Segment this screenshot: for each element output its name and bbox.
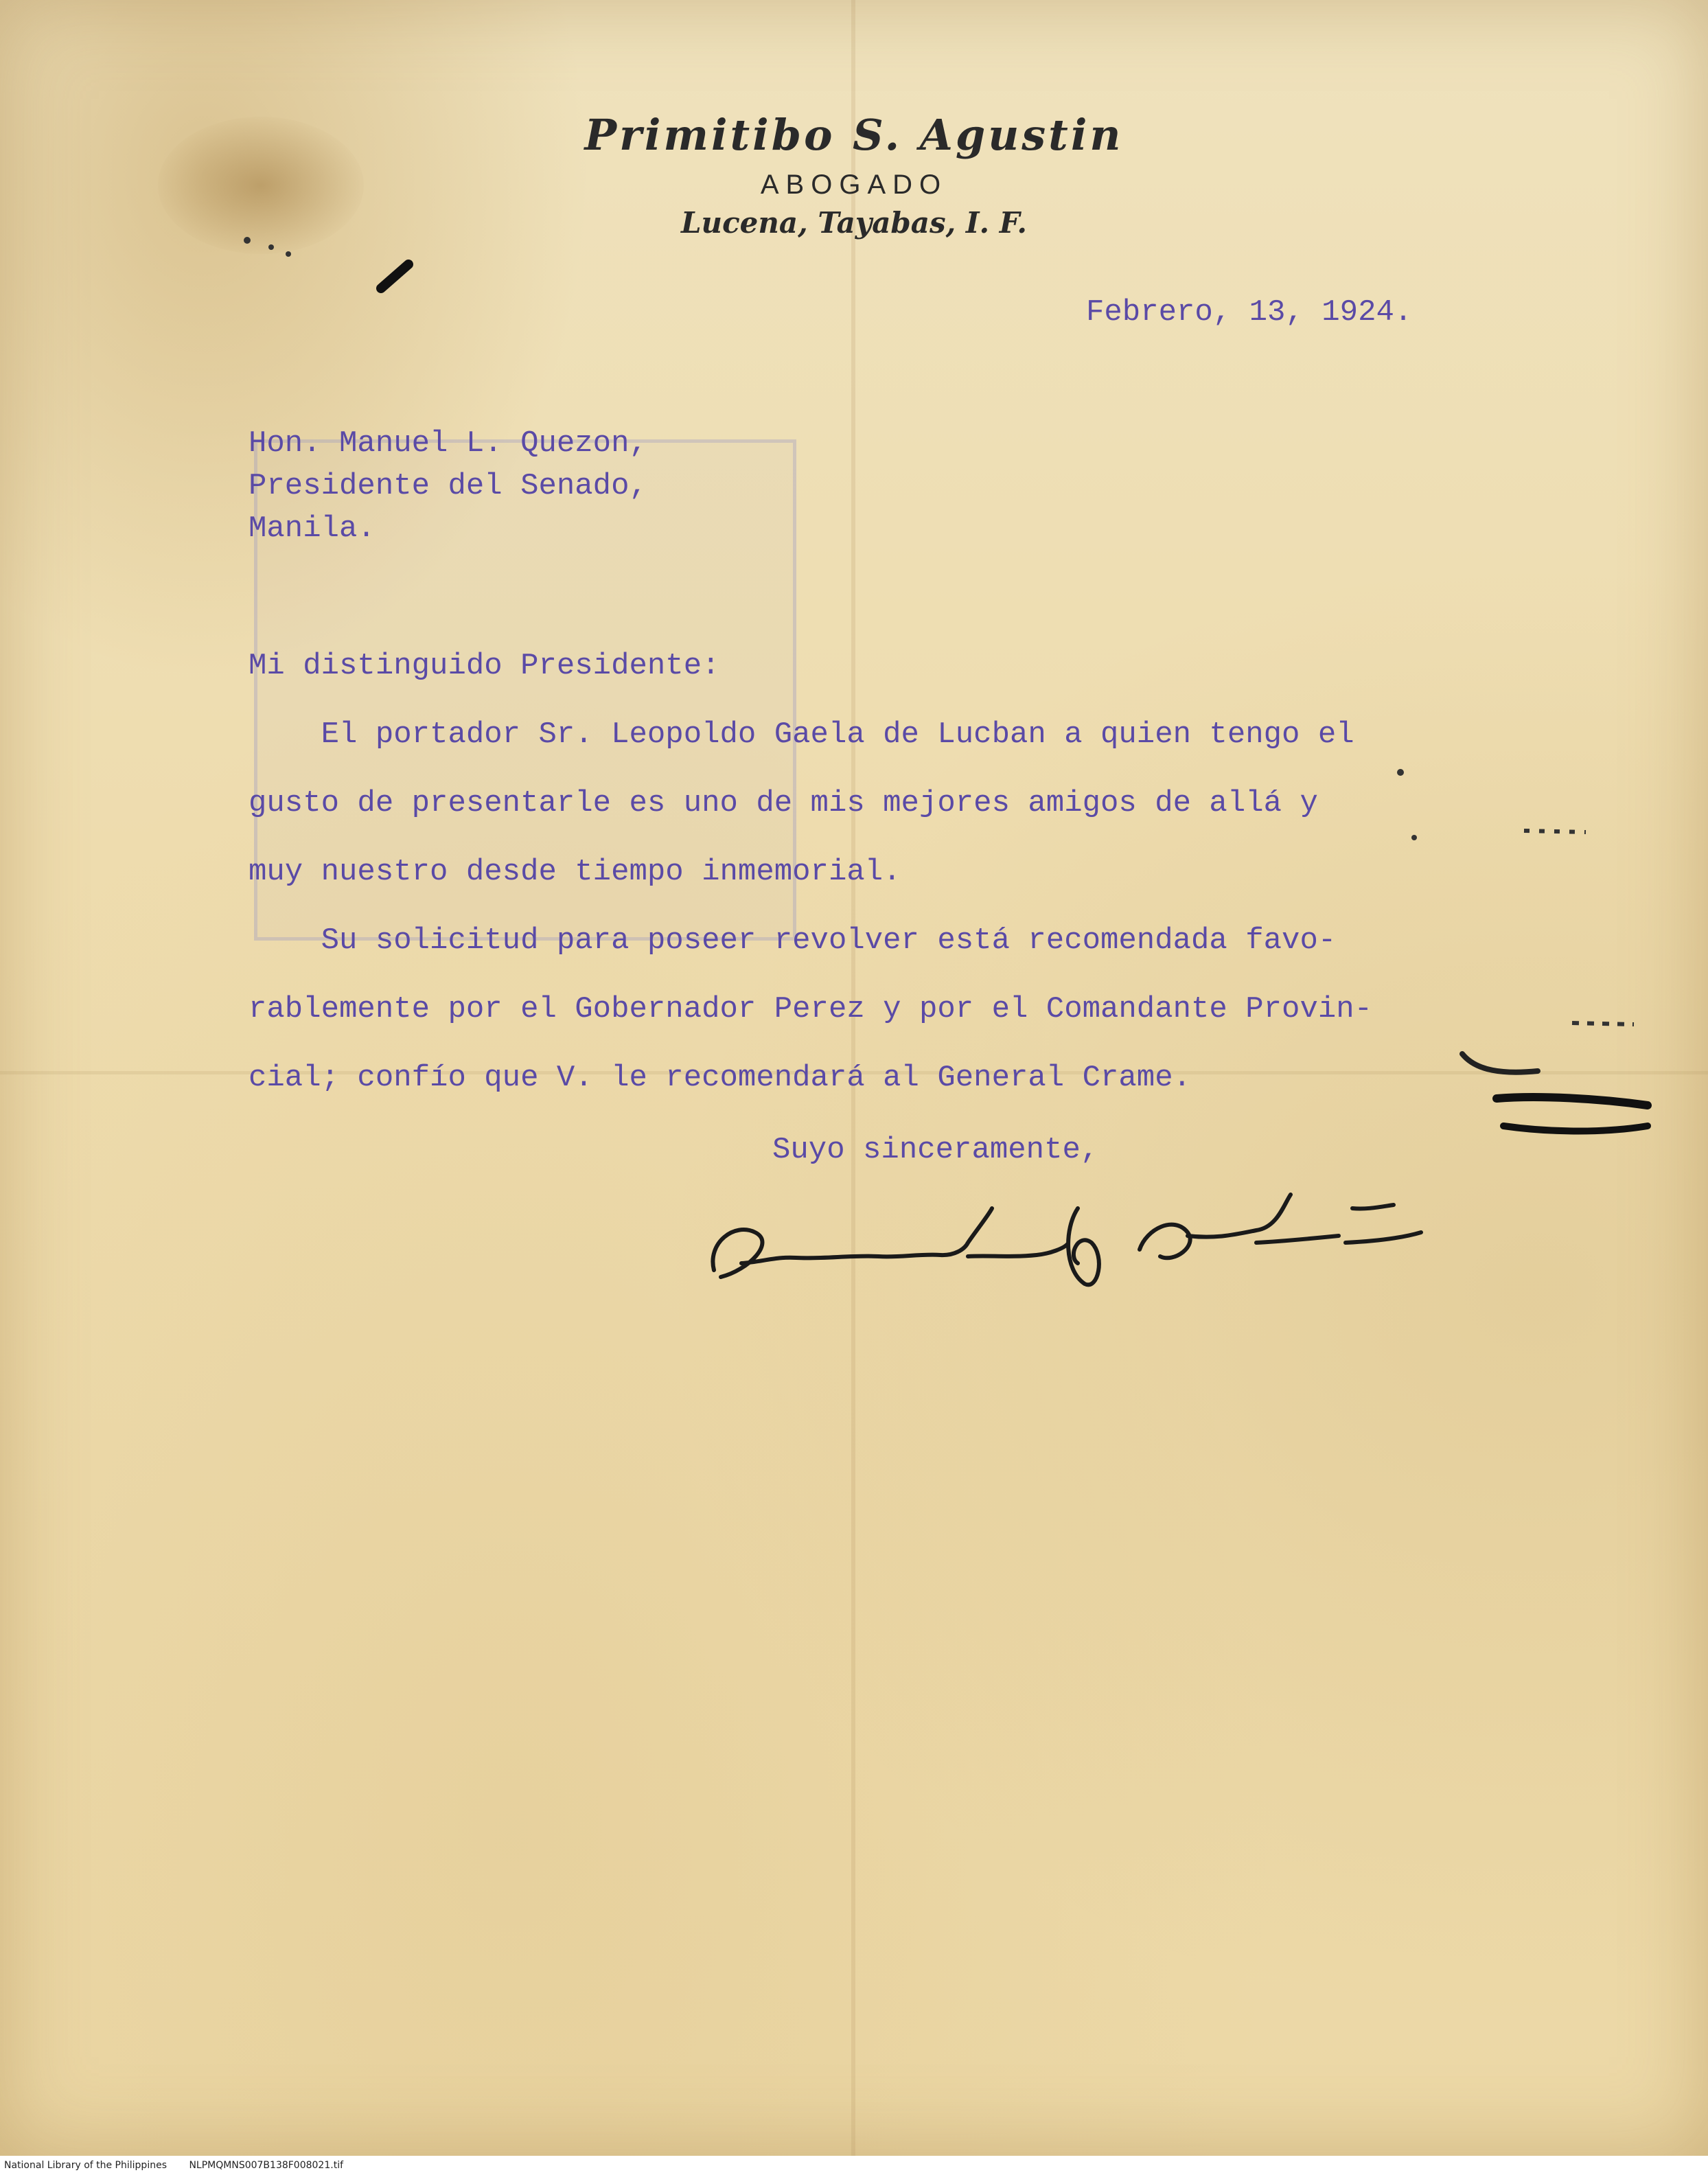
footer-file: NLPMQMNS007B138F008021.tif [189, 2160, 344, 2171]
letterhead [0, 110, 1708, 240]
body-line: Su solicitud para poseer revolver está recomendada favo- [249, 923, 1337, 958]
handwritten-signature [693, 1167, 1435, 1318]
letter-date: Febrero, 13, 1924. [1086, 295, 1413, 330]
letterhead-title: ABOGADO [760, 170, 948, 200]
recipient-line: Hon. Manuel L. Quezon, [249, 426, 647, 461]
letterhead-name: Primitibo S. Agustin [584, 110, 1124, 160]
letter-body [249, 700, 1372, 1112]
recipient-line: Manila. [249, 511, 376, 546]
letterhead-place: Lucena, Tayabas, I. F. [681, 206, 1027, 240]
body-line: cial; confío que V. le recomendará al General Crame. [249, 1061, 1192, 1095]
body-line: rablemente por el Gobernador Perez y por el Comandante Provin- [249, 992, 1373, 1026]
body-line: gusto de presentarle es uno de mis mejores amigos de allá y [249, 786, 1318, 820]
recipient-line: Presidente del Senado, [249, 469, 647, 503]
closing: Suyo sinceramente, [772, 1133, 1099, 1167]
footer-library: National Library of the Philippines [4, 2160, 167, 2171]
salutation: Mi distinguido Presidente: [249, 649, 720, 683]
body-line: muy nuestro desde tiempo inmemorial. [249, 855, 901, 889]
body-line: El portador Sr. Leopoldo Gaela de Lucban a quien tengo el [249, 717, 1354, 752]
archive-footer [0, 2156, 1708, 2175]
recipient-address [249, 422, 647, 550]
